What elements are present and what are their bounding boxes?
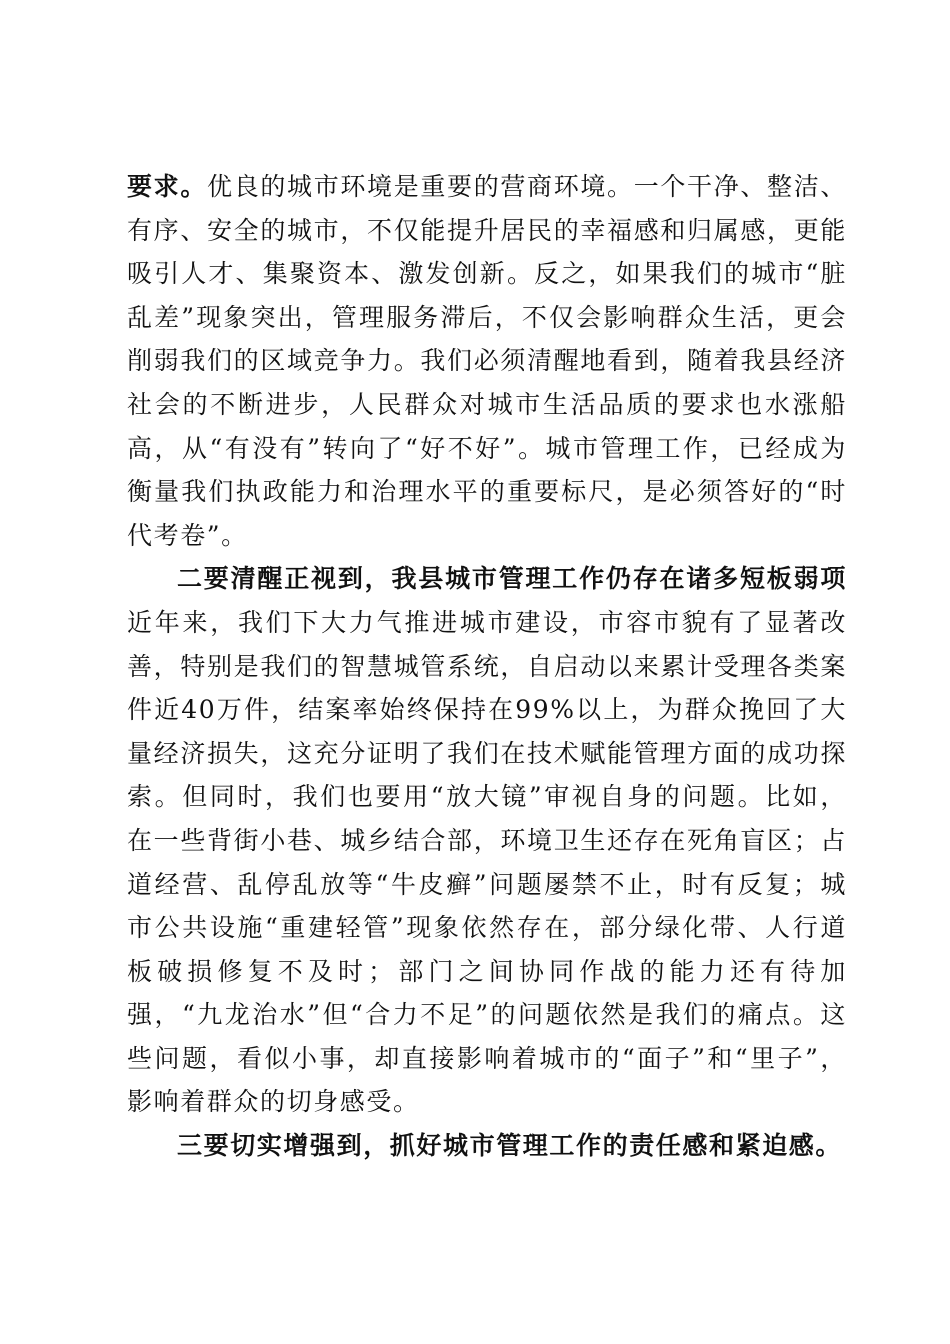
paragraph-body-text: 优良的城市环境是重要的营商环境。一个干净、整洁、有序、安全的城市，不仅能提升居民的幸福感和归属感，更能吸引人才、集聚资本、激发创新。反之，如果我们的城市“脏乱差”现象突出，管理服务滞后，不仅会影响群众生活，更会削弱我们的区域竞争力。我们必须清醒地看到，随着我县经济社会的不断进步，人民群众对城市生活品质的要求也水涨船高，从“有没有”转向了“好不好”。城市管理工作，已经成为衡量我们执政能力和治理水平的重要标尺，是必须答好的“时代考卷”。 [127,172,847,550]
section-heading-two: 二要清醒正视到，我县城市管理工作仍存在诸多短板弱项 [177,564,847,594]
paragraph-city-environment [127,165,847,557]
paragraph-shortcomings [127,557,847,1124]
paragraph-lead-bold: 要求。 [127,172,208,201]
document-body [127,165,847,1168]
paragraph-body-text: 近年来，我们下大力气推进城市建设，市容市貌有了显著改善，特别是我们的智慧城管系统，自启动以来累计受理各类案件近40万件，结案率始终保持在99%以上，为群众挽回了大量经济损失，这充分证明了我们在技术赋能管理方面的成功探索。但同时，我们也要用“放大镜”审视自身的问题。比如，在一些背街小巷、城乡结合部，环境卫生还存在死角盲区；占道经营、乱停乱放等“牛皮癣”问题屡禁不止，时有反复；城市公共设施“重建轻管”现象依然存在，部分绿化带、人行道板破损修复不及时；部门之间协同作战的能力还有待加强，“九龙治水”但“合力不足”的问题依然是我们的痛点。这些问题，看似小事，却直接影响着城市的“面子”和“里子”，影响着群众的切身感受。 [127,607,847,1117]
section-heading-three: 三要切实增强到，抓好城市管理工作的责任感和紧迫感。 [177,1131,843,1161]
paragraph-responsibility [127,1124,847,1168]
